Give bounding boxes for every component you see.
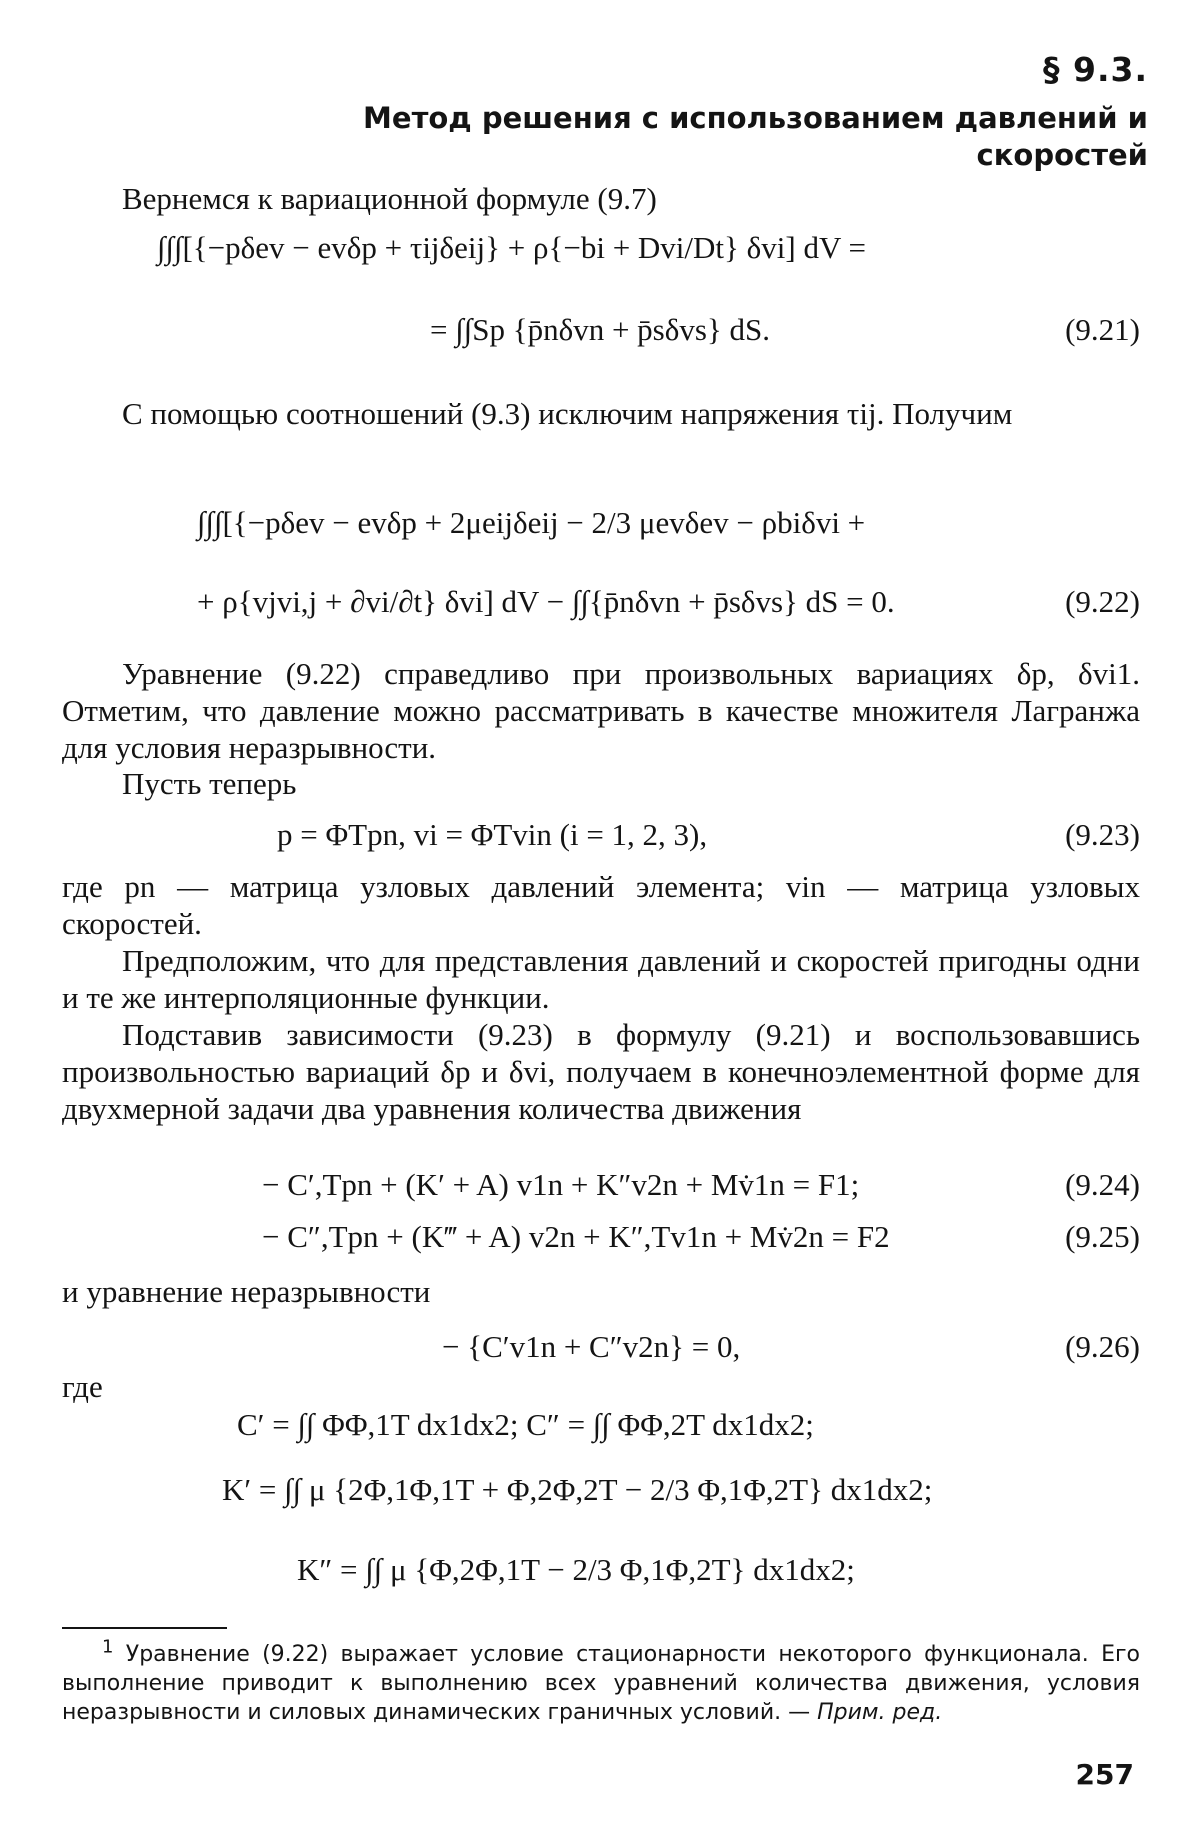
equation-9-25 [62, 1217, 1140, 1261]
paragraph-let-now: Пусть теперь [122, 766, 297, 801]
paragraph-substitution: Подставив зависимости (9.23) в формулу (9.21) и воспользовавшись произвольностью вариаций δp и δvi, получаем в конечноэлементной форме для двухмерной задачи два уравнения количества движения [62, 1017, 1140, 1126]
footnote-separator [62, 1627, 227, 1629]
equation-9-25-expr: − C″,Tpn + (K‴ + A) v2n + K″,Tv1n + Mv̇2n = F2 [262, 1219, 890, 1254]
equation-9-24-expr: − C′,Tpn + (K′ + A) v1n + K″v2n + Mv̇1n = F1; [262, 1167, 860, 1202]
equation-9-22-line1 [62, 503, 1140, 547]
equation-9-23-number: (9.23) [1065, 817, 1140, 852]
footnote-text: Уравнение (9.22) выражает условие стационарности некоторого функционала. Его выполнение приводит к выполнению всех уравнений количества движения, условия неразрывности и силовых динамических граничных условий. — [62, 1642, 1140, 1725]
equation-9-24 [62, 1165, 1140, 1209]
section-number: § 9.3. [1043, 50, 1148, 89]
equation-9-23 [62, 815, 1140, 859]
equation-9-26 [62, 1327, 1140, 1371]
section-title: Метод решения с использованием давлений и скоростей [363, 101, 1148, 172]
paragraph-intro: Вернемся к вариационной формуле (9.7) [122, 181, 657, 216]
footnote-marker: 1 [102, 1636, 114, 1658]
definition-k-prime [62, 1470, 1140, 1514]
equation-9-21-number: (9.21) [1065, 312, 1140, 347]
equation-9-22-line2-expr: + ρ{vjvi,j + ∂vi/∂t} δvi] dV − ∫∫{p̄nδvn + p̄sδvs} dS = 0. [197, 584, 895, 619]
equation-9-26-expr: − {C′v1n + C″v2n} = 0, [442, 1329, 741, 1364]
definition-c [62, 1405, 1140, 1449]
footnote [62, 1636, 1140, 1727]
equation-9-21-line1-expr: ∫∫∫[{−pδev − evδp + τijδeij} + ρ{−bi + Dvi/Dt} δvi] dV = [157, 230, 867, 265]
definition-k-double-prime [62, 1550, 1140, 1594]
equation-9-22-line2 [62, 582, 1140, 626]
definition-c-expr: C′ = ∫∫ ΦΦ,1T dx1dx2; C″ = ∫∫ ΦΦ,2T dx1dx2; [237, 1407, 814, 1442]
equation-9-22-line1-expr: ∫∫∫[{−pδev − evδp + 2μeijδeij − 2/3 μevδev − ρbiδvi + [197, 505, 866, 540]
equation-9-21-line2 [62, 310, 1140, 354]
footnote-editor-note: Прим. ред. [817, 1700, 943, 1725]
paragraph-interpolation: Предположим, что для представления давлений и скоростей пригодны одни и те же интерполяционные функции. [62, 943, 1140, 1015]
paragraph-exclude-stress: С помощью соотношений (9.3) исключим напряжения τij. Получим [122, 396, 1013, 431]
equation-9-22-number: (9.22) [1065, 584, 1140, 619]
definition-k-prime-expr: K′ = ∫∫ μ {2Φ,1Φ,1T + Φ,2Φ,2T − 2/3 Φ,1Φ,2T} dx1dx2; [222, 1472, 933, 1507]
equation-9-25-number: (9.25) [1065, 1219, 1140, 1254]
paragraph-lagrange: Уравнение (9.22) справедливо при произвольных вариациях δp, δvi1. Отметим, что давление можно рассматривать в качестве множителя Лагранжа для условия неразрывности. [62, 656, 1140, 765]
equation-9-24-number: (9.24) [1065, 1167, 1140, 1202]
paragraph-where: где [62, 1369, 103, 1404]
page-number: 257 [1075, 1758, 1134, 1791]
paragraph-continuity: и уравнение неразрывности [62, 1274, 431, 1309]
equation-9-21-line2-expr: = ∫∫Sp {p̄nδvn + p̄sδvs} dS. [430, 312, 771, 347]
definition-k-double-prime-expr: K″ = ∫∫ μ {Φ,2Φ,1T − 2/3 Φ,1Φ,2T} dx1dx2; [297, 1552, 855, 1587]
equation-9-21-line1 [62, 228, 1140, 272]
paragraph-where-matrix: где pn — матрица узловых давлений элемента; vin — матрица узловых скоростей. [62, 869, 1140, 941]
equation-9-26-number: (9.26) [1065, 1329, 1140, 1364]
equation-9-23-expr: p = ΦTpn, vi = ΦTvin (i = 1, 2, 3), [277, 817, 708, 852]
